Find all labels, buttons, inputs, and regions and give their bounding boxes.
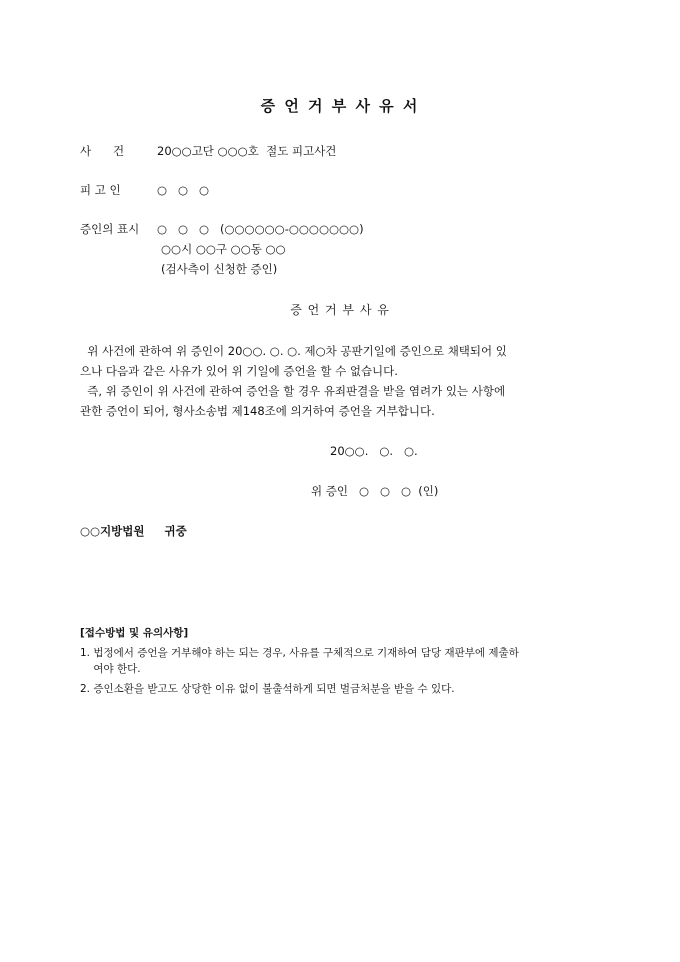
- document-date: 20○○. ○. ○.: [330, 444, 418, 458]
- reason-title: 증 언 거 부 사 유: [290, 303, 390, 317]
- reason-line: 위 사건에 관하여 위 증인이 20○○. ○. ○. 제○차 공판기일에 증인으로 채택되어 있: [80, 344, 507, 358]
- notes-item: 2. 증인소환을 받고도 상당한 이유 없이 불출석하게 되면 벌금처분을 받을 수 있다.: [80, 683, 455, 695]
- court-addressee: ○○지방법원 귀중: [80, 524, 187, 538]
- reason-line: 관한 증언이 되어, 형사소송법 제148조에 의거하여 증언을 거부합니다.: [80, 404, 435, 418]
- witness-address: ○○시 ○○구 ○○동 ○○: [161, 242, 286, 256]
- reason-line: 즉, 위 증인이 위 사건에 관하여 증언을 할 경우 유죄판결을 받을 염려가 있는 사항에: [80, 384, 506, 398]
- case-value: 20○○고단 ○○○호 절도 피고사건: [157, 144, 337, 158]
- notes-item: 1. 법정에서 증언을 거부해야 하는 되는 경우, 사유를 구체적으로 기재하여 담당 재판부에 제출하: [80, 647, 519, 659]
- notes-item: 여야 한다.: [80, 663, 141, 675]
- witness-note: (검사측이 신청한 증인): [161, 262, 278, 276]
- defendant-label: 피 고 인: [80, 183, 121, 197]
- notes-heading: [접수방법 및 유의사항]: [80, 627, 189, 639]
- signature-line: 위 증인 ○ ○ ○ (인): [311, 484, 439, 498]
- witness-name-line: ○ ○ ○ (○○○○○○-○○○○○○○): [157, 222, 364, 236]
- case-label: 사 건: [80, 144, 125, 158]
- document-title: 증 언 거 부 사 유 서: [260, 97, 420, 115]
- witness-label: 증인의 표시: [80, 222, 140, 236]
- reason-line: 으나 다음과 같은 사유가 있어 위 기일에 증언을 할 수 없습니다.: [80, 364, 398, 378]
- defendant-value: ○ ○ ○: [157, 183, 210, 197]
